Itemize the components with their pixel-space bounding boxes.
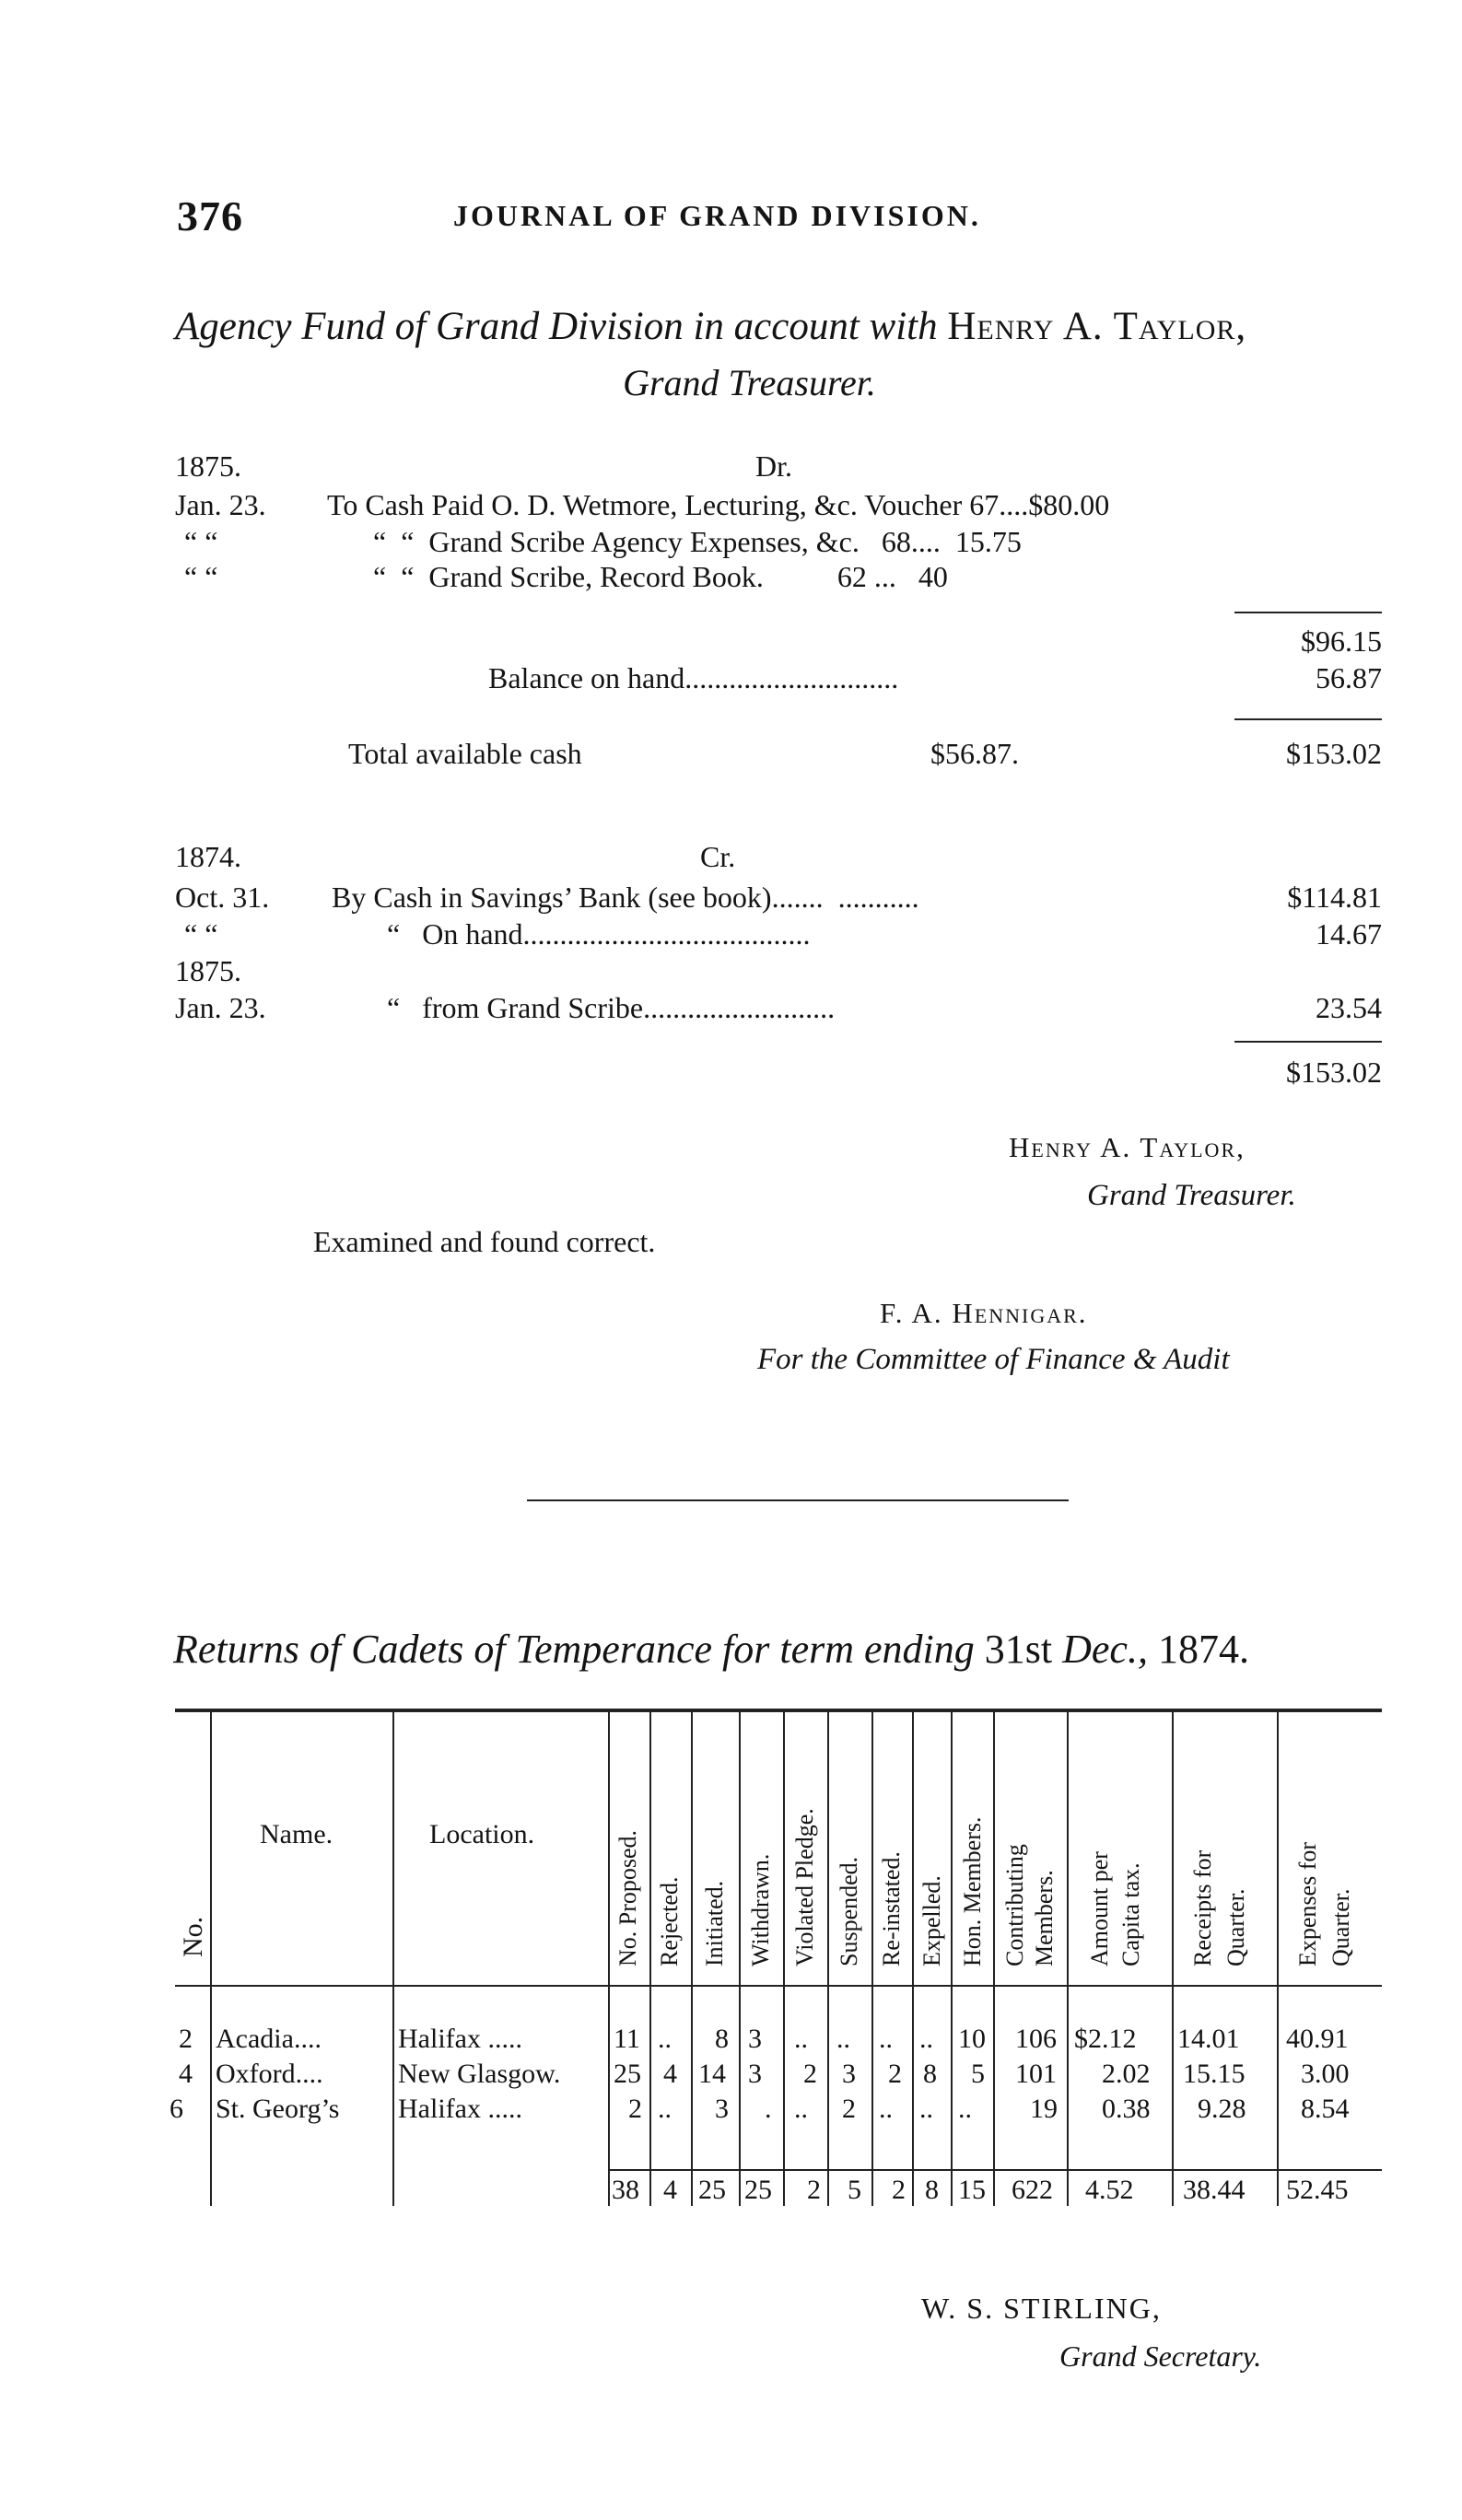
returns-title-month: Dec., [1062, 1627, 1148, 1672]
header-initiated: Initiated. [701, 1880, 728, 1966]
cr-total-rule [1234, 1041, 1382, 1043]
col-divider [649, 1709, 651, 2206]
returns-title-date: 31st [984, 1627, 1053, 1672]
page-number: 376 [177, 192, 243, 239]
row-location: Halifax ..... [398, 2094, 522, 2124]
col-divider [783, 1709, 785, 2206]
col-divider [1172, 1709, 1174, 2206]
header-receipts: Receipts for [1189, 1849, 1216, 1966]
row-expelled: .. [919, 2024, 933, 2054]
row-violated: .. [794, 2094, 808, 2124]
row-receipts: 14.01 [1177, 2024, 1240, 2054]
header-contributing: Contributing [1001, 1844, 1028, 1966]
row-expenses: 8.54 [1301, 2094, 1350, 2124]
total-withdrawn: 25 [744, 2175, 772, 2205]
cr-entry-amount: $114.81 [1287, 881, 1382, 914]
row-no: 6 [170, 2094, 183, 2124]
row-proposed: 2 [628, 2094, 642, 2124]
cr-entry-date: Jan. 23. [175, 991, 266, 1024]
row-violated: .. [794, 2024, 808, 2054]
total-suspended: 5 [848, 2175, 861, 2205]
account-title-text: Agency Fund of Grand Division in account with [175, 305, 938, 348]
row-receipts: 9.28 [1198, 2094, 1246, 2124]
total-proposed: 38 [612, 2175, 639, 2205]
header-withdrawn: Withdrawn. [747, 1853, 774, 1966]
row-capita: 2.02 [1102, 2059, 1151, 2089]
row-proposed: 25 [614, 2059, 641, 2089]
total-mid: $56.87. [930, 737, 1019, 770]
header-name: Name. [260, 1819, 333, 1849]
row-suspended: 3 [842, 2059, 856, 2089]
col-divider [392, 1709, 394, 2206]
header-no: No. [178, 1916, 208, 1957]
cr-entry-text: “ from Grand Scribe.......................... [387, 991, 836, 1024]
row-rejected: .. [658, 2024, 672, 2054]
dr-entry-text: To Cash Paid O. D. Wetmore, Lecturing, &c. Voucher 67....$80.00 [327, 488, 1110, 521]
cr-entry-amount: 14.67 [1316, 917, 1382, 951]
col-divider [1277, 1709, 1279, 2206]
col-divider [827, 1709, 829, 2206]
row-expenses: 3.00 [1301, 2059, 1350, 2089]
row-initiated: 14 [698, 2059, 726, 2089]
row-expelled: .. [919, 2094, 933, 2124]
treasurer-signature: Henry A. Taylor, [1009, 1131, 1246, 1163]
row-hon: 5 [971, 2059, 985, 2089]
cr-entry-date: Oct. 31. [175, 881, 270, 914]
row-proposed: 11 [614, 2024, 640, 2054]
row-contributing: 19 [1030, 2094, 1058, 2124]
col-divider [210, 1709, 212, 2206]
dr-entry-text: “ “ Grand Scribe Agency Expenses, &c. 68.... 15.75 [373, 525, 1022, 558]
row-violated: 2 [803, 2059, 817, 2089]
header-violated: Violated Pledge. [791, 1808, 818, 1966]
row-initiated: 3 [715, 2094, 729, 2124]
returns-title-year: 1874. [1157, 1627, 1249, 1672]
row-location: Halifax ..... [398, 2024, 522, 2054]
table-top-rule [175, 1709, 1382, 1712]
table-total-rule [608, 2169, 1382, 2171]
header-per-capita: Amount per [1086, 1851, 1113, 1966]
row-no: 4 [179, 2059, 193, 2089]
total-initiated: 25 [698, 2175, 726, 2205]
header-per-capita-2: Capita tax. [1117, 1862, 1144, 1966]
row-name: Acadia.... [216, 2024, 322, 2054]
col-divider [608, 1709, 610, 2206]
header-suspended: Suspended. [836, 1856, 862, 1966]
row-reinstated: .. [879, 2024, 893, 2054]
col-divider [691, 1709, 693, 2206]
row-name: Oxford.... [216, 2059, 323, 2089]
dr-total: $153.02 [1286, 737, 1382, 770]
row-rejected: .. [658, 2094, 672, 2124]
cr-entry-date: “ “ [184, 917, 218, 951]
row-expenses: 40.91 [1286, 2024, 1349, 2054]
dr-year: 1875. [175, 449, 241, 483]
treasurer-title: Grand Treasurer. [1087, 1179, 1296, 1212]
header-hon-members: Hon. Members. [959, 1816, 986, 1966]
header-expenses-2: Quarter. [1327, 1888, 1354, 1966]
total-contributing: 622 [1012, 2175, 1053, 2205]
total-expenses: 52.45 [1286, 2175, 1349, 2205]
header-contributing-2: Members. [1031, 1870, 1058, 1966]
total-capita: 4.52 [1085, 2175, 1134, 2205]
examined-note: Examined and found correct. [313, 1225, 656, 1258]
row-receipts: 15.15 [1183, 2059, 1246, 2089]
cr-year: 1874. [175, 840, 241, 873]
subtotal-rule [1234, 612, 1382, 613]
returns-table [170, 1709, 1382, 2252]
total-rejected: 4 [663, 2175, 677, 2205]
auditor-signature: F. A. Hennigar. [880, 1297, 1088, 1329]
dr-entry-text: “ “ Grand Scribe, Record Book. 62 ... 40 [373, 560, 948, 593]
row-withdrawn: 3 [748, 2024, 762, 2054]
total-violated: 2 [807, 2175, 821, 2205]
col-divider [993, 1709, 995, 2206]
total-expelled: 8 [925, 2175, 939, 2205]
col-divider [871, 1709, 873, 2206]
cr-entry-text: By Cash in Savings’ Bank (see book)....... ........... [332, 881, 919, 914]
row-location: New Glasgow. [398, 2059, 561, 2089]
cr-entry-text: “ On hand....................................... [387, 917, 811, 951]
row-contributing: 106 [1015, 2024, 1057, 2054]
row-reinstated: 2 [888, 2059, 902, 2089]
dr-subtotal: $96.15 [1301, 624, 1382, 658]
row-suspended: .. [836, 2024, 850, 2054]
col-divider [912, 1709, 914, 2206]
header-proposed: No. Proposed. [614, 1829, 641, 1966]
running-title: JOURNAL OF GRAND DIVISION. [453, 199, 981, 232]
cr-entry-date: 1875. [175, 954, 241, 987]
dr-entry-date: “ “ [184, 560, 218, 593]
row-hon: .. [958, 2094, 972, 2124]
total-rule [1234, 718, 1382, 720]
col-divider [951, 1709, 953, 2206]
dr-heading: Dr. [755, 449, 792, 483]
page-header [177, 192, 1374, 247]
account-title-name: Henry A. Taylor, [947, 305, 1247, 348]
cr-entry-amount: 23.54 [1316, 991, 1382, 1024]
balance-label: Balance on hand............................. [488, 661, 899, 694]
cr-total: $153.02 [1286, 1056, 1382, 1089]
header-receipts-2: Quarter. [1222, 1888, 1249, 1966]
header-location: Location. [429, 1819, 535, 1849]
secretary-signature: W. S. STIRLING, [921, 2292, 1162, 2325]
dr-entry-date: “ “ [184, 525, 218, 558]
account-title [175, 304, 1382, 349]
row-withdrawn: 3 [748, 2059, 762, 2089]
cr-heading: Cr. [700, 840, 736, 873]
row-name: St. Georg’s [216, 2094, 340, 2124]
row-reinstated: .. [879, 2094, 893, 2124]
row-suspended: 2 [842, 2094, 856, 2124]
total-reinstated: 2 [892, 2175, 906, 2205]
account-title-role: Grand Treasurer. [623, 362, 876, 403]
row-hon: 10 [958, 2024, 986, 2054]
row-no: 2 [179, 2024, 193, 2054]
header-expenses: Expenses for [1294, 1841, 1321, 1966]
table-header-rule [175, 1985, 1382, 1987]
header-expelled: Expelled. [918, 1875, 945, 1966]
total-hon: 15 [958, 2175, 986, 2205]
header-rejected: Rejected. [656, 1876, 683, 1966]
row-capita: 0.38 [1102, 2094, 1151, 2124]
col-divider [739, 1709, 741, 2206]
col-divider [1067, 1709, 1069, 2206]
row-contributing: 101 [1015, 2059, 1057, 2089]
row-rejected: 4 [663, 2059, 677, 2089]
row-capita: $2.12 [1074, 2024, 1137, 2054]
total-label: Total available cash [348, 737, 582, 770]
row-initiated: 8 [715, 2024, 729, 2054]
header-reinstated: Re-instated. [878, 1851, 905, 1966]
returns-title [173, 1626, 1389, 1673]
auditor-title: For the Committee of Finance & Audit [757, 1343, 1230, 1376]
dr-entry-date: Jan. 23. [175, 488, 266, 521]
section-divider [527, 1499, 1069, 1501]
row-withdrawn: . [765, 2094, 772, 2124]
secretary-title: Grand Secretary. [1059, 2339, 1262, 2373]
balance-amount: 56.87 [1316, 661, 1382, 694]
row-expelled: 8 [923, 2059, 937, 2089]
total-receipts: 38.44 [1183, 2175, 1246, 2205]
returns-title-text: Returns of Cadets of Temperance for term ending [173, 1627, 975, 1672]
